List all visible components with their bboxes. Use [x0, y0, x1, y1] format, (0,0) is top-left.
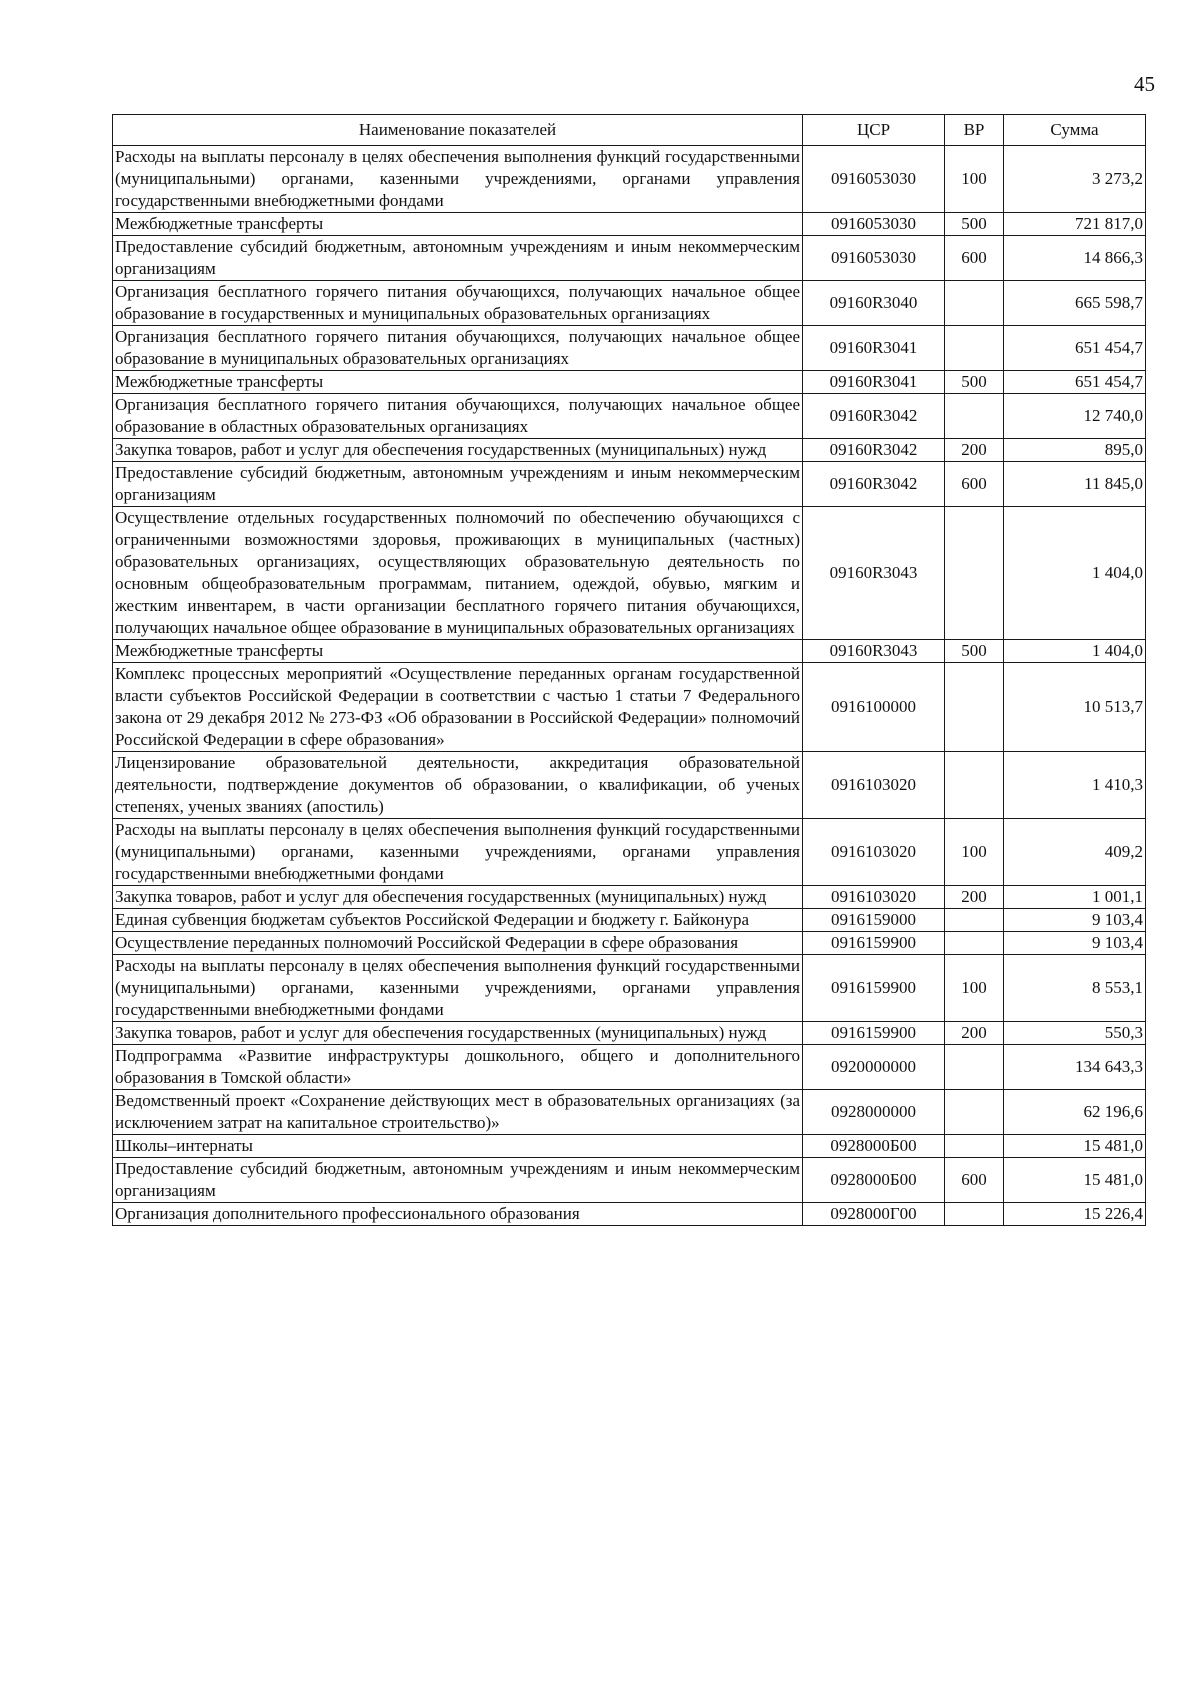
row-sum-cell: 409,2 [1004, 819, 1146, 886]
row-vr-cell: 600 [945, 462, 1004, 507]
row-code-cell: 09160R3042 [803, 394, 945, 439]
row-code-cell: 09160R3042 [803, 439, 945, 462]
table-row [113, 955, 1146, 1022]
row-code-cell: 0920000000 [803, 1045, 945, 1090]
row-vr-cell [945, 281, 1004, 326]
header-name: Наименование показателей [113, 115, 803, 146]
row-vr-cell [945, 932, 1004, 955]
row-code-cell: 0916053030 [803, 146, 945, 213]
row-code-cell: 0928000Б00 [803, 1158, 945, 1203]
row-code-cell: 09160R3042 [803, 462, 945, 507]
table-row [113, 281, 1146, 326]
row-name-cell: Закупка товаров, работ и услуг для обеспечения государственных (муниципальных) нужд [113, 886, 803, 909]
row-code-cell: 0928000000 [803, 1090, 945, 1135]
row-name-cell: Организация бесплатного горячего питания обучающихся, получающих начальное общее образование в областных образовательных организациях [113, 394, 803, 439]
table-row [113, 213, 1146, 236]
table-row [113, 1203, 1146, 1226]
row-code-cell: 0916159900 [803, 932, 945, 955]
table-row [113, 371, 1146, 394]
row-code-cell: 09160R3041 [803, 326, 945, 371]
row-name-cell: Закупка товаров, работ и услуг для обеспечения государственных (муниципальных) нужд [113, 1022, 803, 1045]
row-vr-cell: 600 [945, 236, 1004, 281]
row-vr-cell: 100 [945, 955, 1004, 1022]
header-sum: Сумма [1004, 115, 1146, 146]
row-vr-cell [945, 507, 1004, 640]
row-code-cell: 09160R3043 [803, 640, 945, 663]
row-code-cell: 09160R3041 [803, 371, 945, 394]
row-vr-cell [945, 663, 1004, 752]
row-sum-cell: 9 103,4 [1004, 932, 1146, 955]
row-sum-cell: 1 410,3 [1004, 752, 1146, 819]
row-sum-cell: 15 481,0 [1004, 1158, 1146, 1203]
row-sum-cell: 721 817,0 [1004, 213, 1146, 236]
table-header-row [113, 115, 1146, 146]
row-sum-cell: 12 740,0 [1004, 394, 1146, 439]
table-row [113, 1090, 1146, 1135]
row-name-cell: Организация бесплатного горячего питания обучающихся, получающих начальное общее образование в муниципальных образовательных организациях [113, 326, 803, 371]
row-vr-cell: 100 [945, 819, 1004, 886]
page-number: 45 [1134, 72, 1155, 96]
row-name-cell: Лицензирование образовательной деятельности, аккредитация образовательной деятельности, подтверждение документов об образовании, о квалификации, об ученых степенях, ученых званиях (апостиль) [113, 752, 803, 819]
row-vr-cell [945, 1045, 1004, 1090]
row-vr-cell: 500 [945, 640, 1004, 663]
row-name-cell: Расходы на выплаты персоналу в целях обеспечения выполнения функций государственными (муниципальными) органами, казенными учреждениями, органами управления государственными внебюджетными фондами [113, 819, 803, 886]
row-vr-cell: 600 [945, 1158, 1004, 1203]
header-vr: ВР [945, 115, 1004, 146]
row-name-cell: Ведомственный проект «Сохранение действующих мест в образовательных организациях (за исключением затрат на капитальное строительство)» [113, 1090, 803, 1135]
row-sum-cell: 550,3 [1004, 1022, 1146, 1045]
row-sum-cell: 1 404,0 [1004, 507, 1146, 640]
row-code-cell: 0916053030 [803, 236, 945, 281]
table-row [113, 663, 1146, 752]
table-row [113, 886, 1146, 909]
table-row [113, 909, 1146, 932]
row-code-cell: 09160R3043 [803, 507, 945, 640]
table-row [113, 1045, 1146, 1090]
row-code-cell: 0916159900 [803, 955, 945, 1022]
table-row [113, 1135, 1146, 1158]
row-sum-cell: 1 404,0 [1004, 640, 1146, 663]
row-vr-cell: 100 [945, 146, 1004, 213]
row-sum-cell: 895,0 [1004, 439, 1146, 462]
row-name-cell: Межбюджетные трансферты [113, 640, 803, 663]
row-code-cell: 0916100000 [803, 663, 945, 752]
row-vr-cell [945, 1203, 1004, 1226]
row-name-cell: Осуществление отдельных государственных полномочий по обеспечению обучающихся с ограниченными возможностями здоровья, проживающих в муниципальных (частных) образовательных организациях, осуществляющих образовательную деятельность по основным общеобразовательным программам, питанием, одеждой, обувью, мягким и жестким инвентарем, в части организации бесплатного горячего питания обучающихся, получающих начальное общее образование в муниципальных образовательных организациях [113, 507, 803, 640]
row-vr-cell [945, 326, 1004, 371]
table-body [113, 146, 1146, 1226]
row-name-cell: Организация дополнительного профессионального образования [113, 1203, 803, 1226]
table-row [113, 1022, 1146, 1045]
table-row [113, 1158, 1146, 1203]
row-sum-cell: 665 598,7 [1004, 281, 1146, 326]
table-row [113, 326, 1146, 371]
table-row [113, 236, 1146, 281]
table-row [113, 507, 1146, 640]
row-vr-cell [945, 1090, 1004, 1135]
table-row [113, 394, 1146, 439]
row-sum-cell: 15 226,4 [1004, 1203, 1146, 1226]
row-sum-cell: 15 481,0 [1004, 1135, 1146, 1158]
row-name-cell: Школы–интернаты [113, 1135, 803, 1158]
row-name-cell: Закупка товаров, работ и услуг для обеспечения государственных (муниципальных) нужд [113, 439, 803, 462]
row-name-cell: Комплекс процессных мероприятий «Осуществление переданных органам государственной власти субъектов Российской Федерации в соответствии с частью 1 статьи 7 Федерального закона от 29 декабря 2012 № 273-ФЗ «Об образовании в Российской Федерации» полномочий Российской Федерации в сфере образования» [113, 663, 803, 752]
row-code-cell: 0916159000 [803, 909, 945, 932]
row-vr-cell: 500 [945, 213, 1004, 236]
row-vr-cell: 500 [945, 371, 1004, 394]
row-name-cell: Межбюджетные трансферты [113, 371, 803, 394]
row-code-cell: 09160R3040 [803, 281, 945, 326]
row-vr-cell [945, 752, 1004, 819]
table-row [113, 640, 1146, 663]
row-code-cell: 0928000Б00 [803, 1135, 945, 1158]
row-name-cell: Единая субвенция бюджетам субъектов Российской Федерации и бюджету г. Байконура [113, 909, 803, 932]
row-name-cell: Предоставление субсидий бюджетным, автономным учреждениям и иным некоммерческим организациям [113, 236, 803, 281]
row-name-cell: Подпрограмма «Развитие инфраструктуры дошкольного, общего и дополнительного образования в Томской области» [113, 1045, 803, 1090]
row-sum-cell: 11 845,0 [1004, 462, 1146, 507]
row-sum-cell: 62 196,6 [1004, 1090, 1146, 1135]
row-name-cell: Предоставление субсидий бюджетным, автономным учреждениям и иным некоммерческим организациям [113, 462, 803, 507]
row-vr-cell [945, 394, 1004, 439]
row-code-cell: 0916103020 [803, 819, 945, 886]
row-name-cell: Предоставление субсидий бюджетным, автономным учреждениям и иным некоммерческим организациям [113, 1158, 803, 1203]
table-row [113, 932, 1146, 955]
budget-table [112, 114, 1146, 1226]
row-code-cell: 0916103020 [803, 752, 945, 819]
row-vr-cell [945, 909, 1004, 932]
row-name-cell: Расходы на выплаты персоналу в целях обеспечения выполнения функций государственными (муниципальными) органами, казенными учреждениями, органами управления государственными внебюджетными фондами [113, 146, 803, 213]
row-code-cell: 0916053030 [803, 213, 945, 236]
row-sum-cell: 8 553,1 [1004, 955, 1146, 1022]
table-row [113, 819, 1146, 886]
row-name-cell: Межбюджетные трансферты [113, 213, 803, 236]
row-code-cell: 0916159900 [803, 1022, 945, 1045]
row-name-cell: Расходы на выплаты персоналу в целях обеспечения выполнения функций государственными (муниципальными) органами, казенными учреждениями, органами управления государственными внебюджетными фондами [113, 955, 803, 1022]
row-name-cell: Осуществление переданных полномочий Российской Федерации в сфере образования [113, 932, 803, 955]
table-row [113, 752, 1146, 819]
row-sum-cell: 9 103,4 [1004, 909, 1146, 932]
table-row [113, 439, 1146, 462]
row-sum-cell: 3 273,2 [1004, 146, 1146, 213]
row-vr-cell [945, 1135, 1004, 1158]
row-code-cell: 0928000Г00 [803, 1203, 945, 1226]
row-sum-cell: 651 454,7 [1004, 371, 1146, 394]
row-vr-cell: 200 [945, 1022, 1004, 1045]
row-sum-cell: 134 643,3 [1004, 1045, 1146, 1090]
row-vr-cell: 200 [945, 886, 1004, 909]
row-sum-cell: 1 001,1 [1004, 886, 1146, 909]
row-vr-cell: 200 [945, 439, 1004, 462]
row-code-cell: 0916103020 [803, 886, 945, 909]
row-name-cell: Организация бесплатного горячего питания обучающихся, получающих начальное общее образование в государственных и муниципальных образовательных организациях [113, 281, 803, 326]
table-row [113, 462, 1146, 507]
row-sum-cell: 14 866,3 [1004, 236, 1146, 281]
row-sum-cell: 10 513,7 [1004, 663, 1146, 752]
table-row [113, 146, 1146, 213]
row-sum-cell: 651 454,7 [1004, 326, 1146, 371]
header-code: ЦСР [803, 115, 945, 146]
